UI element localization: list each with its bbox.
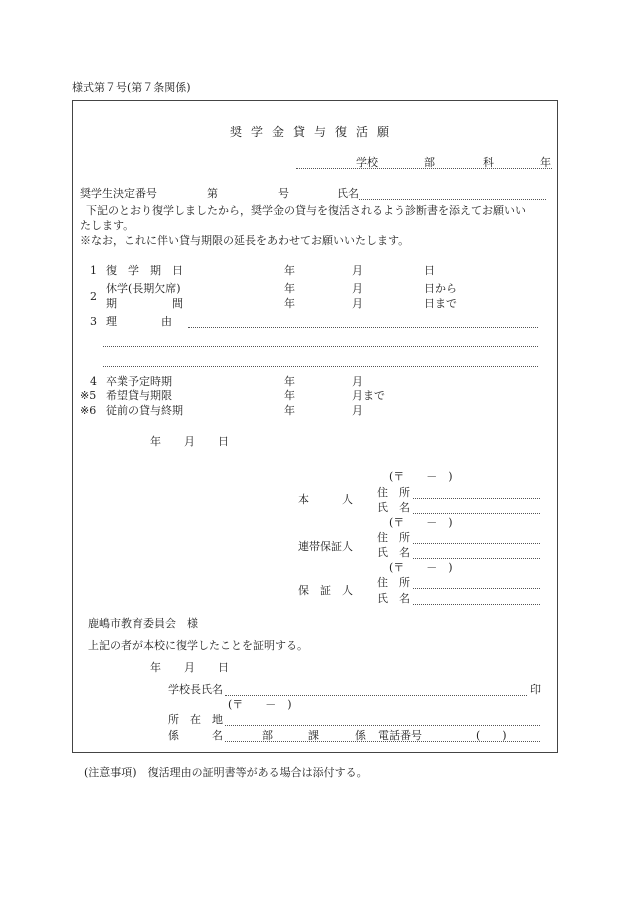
phone-label: 電話番号 — [378, 729, 422, 742]
item2-month-from: 月 — [352, 282, 363, 295]
principal-postal: (〒 － ) — [389, 470, 453, 483]
item6-month: 月 — [352, 404, 363, 417]
joint-guarantor-label: 連帯保証人 — [298, 540, 353, 553]
school-label: 学校 — [356, 156, 378, 169]
principal-name-field[interactable] — [413, 513, 540, 514]
decision-number-label: 奨学生決定番号 — [80, 187, 157, 200]
item2-month-to: 月 — [352, 297, 363, 310]
cert-date-day: 日 — [218, 661, 229, 674]
application-date-month: 月 — [184, 435, 195, 448]
guarantor-name-field[interactable] — [413, 604, 540, 605]
item4-month: 月 — [352, 375, 363, 388]
cert-date-year: 年 — [150, 661, 161, 674]
principal-address-field[interactable] — [413, 498, 540, 499]
department-label: 部 — [424, 156, 435, 169]
item2-label-2: 期 間 — [106, 297, 183, 310]
item5-number: ※5 — [80, 389, 97, 402]
joint-guarantor-name-field[interactable] — [413, 558, 540, 559]
staff-section: 課 — [308, 729, 319, 742]
item2-year-to: 年 — [284, 297, 295, 310]
seal-mark: 印 — [530, 683, 541, 696]
item1-day: 日 — [424, 264, 435, 277]
joint-guarantor-postal: (〒 － ) — [389, 516, 453, 529]
item5-year: 年 — [284, 389, 295, 402]
reason-line-2[interactable] — [103, 346, 538, 347]
staff-department: 部 — [262, 729, 273, 742]
form-number: 様式第７号(第７条関係) — [72, 81, 191, 94]
joint-guarantor-name-label: 氏 名 — [377, 546, 410, 559]
guarantor-label: 保 証 人 — [298, 584, 353, 597]
item2-label-1: 休学(長期欠席) — [106, 282, 181, 295]
staff-name-label: 係 名 — [168, 729, 223, 742]
cert-date-month: 月 — [184, 661, 195, 674]
item4-number: 4 — [90, 375, 97, 388]
item5-month: 月まで — [352, 389, 385, 402]
item6-label: 従前の貸与終期 — [106, 404, 183, 417]
certification-text: 上記の者が本校に復学したことを証明する。 — [88, 639, 308, 652]
school-head-name-field[interactable] — [225, 695, 527, 696]
principal-name-label: 氏 名 — [377, 501, 410, 514]
form-title: 奨学金貸与復活願 — [230, 125, 399, 139]
item2-day-to: 日まで — [424, 297, 457, 310]
applicant-name-label: 氏名 — [337, 187, 359, 200]
location-label: 所 在 地 — [168, 713, 223, 726]
principal-label: 本 人 — [298, 493, 353, 506]
item6-number: ※6 — [80, 404, 97, 417]
guarantor-name-label: 氏 名 — [377, 592, 410, 605]
school-postal: (〒 － ) — [228, 698, 292, 711]
extension-note: ※なお，これに伴い貸与期限の延長をあわせてお願いいたします。 — [80, 234, 410, 247]
joint-guarantor-address-label: 住 所 — [377, 531, 410, 544]
year-label: 年 — [540, 156, 551, 169]
intro-line-2: たします。 — [80, 219, 135, 232]
application-date-year: 年 — [150, 435, 161, 448]
item3-label: 理 由 — [106, 315, 172, 328]
intro-line-1: 下記のとおり復学しましたから，奨学金の貸与を復活されるよう診断書を添えてお願いい — [86, 204, 526, 217]
application-date-day: 日 — [218, 435, 229, 448]
footer-note: (注意事項) 復活理由の証明書等がある場合は添付する。 — [84, 766, 368, 779]
item3-number: 3 — [90, 315, 97, 328]
decision-go: 号 — [278, 187, 289, 200]
guarantor-address-label: 住 所 — [377, 576, 410, 589]
course-label: 科 — [483, 156, 494, 169]
guarantor-address-field[interactable] — [413, 588, 540, 589]
item1-year: 年 — [284, 264, 295, 277]
school-head-label: 学校長氏名 — [168, 683, 223, 696]
item2-year-from: 年 — [284, 282, 295, 295]
reason-line-3[interactable] — [103, 366, 538, 367]
location-field[interactable] — [225, 725, 540, 726]
item4-year: 年 — [284, 375, 295, 388]
addressee: 鹿嶋市教育委員会 様 — [88, 617, 198, 630]
item6-year: 年 — [284, 404, 295, 417]
item1-label: 復 学 期 日 — [106, 264, 183, 277]
item5-label: 希望貸与期限 — [106, 389, 172, 402]
reason-line-1[interactable] — [188, 327, 538, 328]
guarantor-postal: (〒 － ) — [389, 561, 453, 574]
decision-dai: 第 — [207, 187, 218, 200]
item2-day-from: 日から — [424, 282, 457, 295]
item1-number: 1 — [90, 264, 97, 277]
joint-guarantor-address-field[interactable] — [413, 543, 540, 544]
item2-number: 2 — [90, 290, 97, 303]
item4-label: 卒業予定時期 — [106, 375, 172, 388]
principal-address-label: 住 所 — [377, 486, 410, 499]
item1-month: 月 — [352, 264, 363, 277]
applicant-name-field[interactable] — [359, 199, 546, 200]
phone-paren: ( ) — [476, 729, 507, 742]
staff-unit: 係 — [355, 729, 366, 742]
